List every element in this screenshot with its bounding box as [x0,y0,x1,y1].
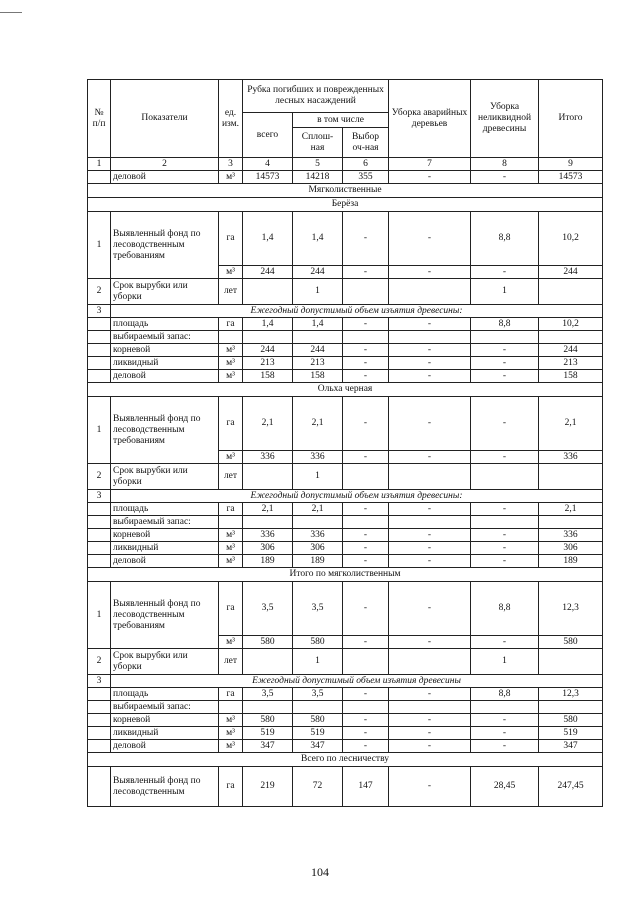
table-cell: Срок вырубки или уборки [111,464,219,490]
table-cell: 247,45 [539,767,603,807]
table-cell: 580 [539,636,603,649]
table-cell [219,331,243,344]
table-cell: 10,2 [539,212,603,266]
table-cell: 1 [88,582,111,649]
header-selective: Выбор оч-ная [343,128,389,158]
header-row [88,80,603,113]
table-cell: выбираемый запас: [111,331,219,344]
table-cell [471,701,539,714]
table-cell [471,331,539,344]
table-cell: 2,1 [293,503,343,516]
column-number: 4 [243,158,293,171]
table-row [88,555,603,568]
header-indicators: Показатели [111,80,219,158]
table-cell: - [471,344,539,357]
table-cell: деловой [111,555,219,568]
table-cell [539,649,603,675]
table-cell: 213 [293,357,343,370]
table-cell: 8,8 [471,318,539,331]
table-cell: 2,1 [293,397,343,451]
table-cell: 3 [88,490,111,503]
table-cell [389,279,471,305]
table-cell: 336 [539,451,603,464]
table-cell: 14218 [293,171,343,184]
species-row [88,198,603,212]
table-cell: - [389,266,471,279]
table-cell [343,649,389,675]
table-cell: 244 [243,344,293,357]
table-cell: 2,1 [243,397,293,451]
column-number: 2 [111,158,219,171]
table-cell: 244 [293,344,343,357]
table-cell: 336 [243,451,293,464]
table-cell [389,701,471,714]
table-cell: - [343,357,389,370]
column-number: 8 [471,158,539,171]
table-cell: 1,4 [243,212,293,266]
table-cell [389,516,471,529]
table-cell: 347 [243,740,293,753]
table-cell: Выявленный фонд по лесоводственным требованиям [111,212,219,279]
table-cell [88,171,111,184]
table-cell: 306 [243,542,293,555]
table-cell [88,688,111,701]
table-cell: лет [219,464,243,490]
table-cell: - [471,370,539,383]
table-row [88,767,603,807]
table-cell: - [471,555,539,568]
table-cell [88,318,111,331]
table-cell: - [343,266,389,279]
table-cell [88,344,111,357]
table-cell: га [219,767,243,807]
table-cell [88,529,111,542]
table-cell: - [389,212,471,266]
table-cell: Срок вырубки или уборки [111,279,219,305]
table-row [88,279,603,305]
table-cell: 519 [243,727,293,740]
table-cell [88,370,111,383]
table-cell: 1 [293,279,343,305]
table-cell: 2,1 [539,397,603,451]
table-cell: - [343,503,389,516]
table-cell: 12,3 [539,582,603,636]
table-cell: 1 [293,464,343,490]
table-cell: 2 [88,464,111,490]
table-cell [293,331,343,344]
table-cell: 28,45 [471,767,539,807]
table-cell: 3,5 [293,582,343,636]
header-num: № п/п [88,80,111,158]
table-cell: м³ [219,636,243,649]
header-illiquid: Уборка неликвидной древесины [471,80,539,158]
column-number: 3 [219,158,243,171]
table-cell: м³ [219,714,243,727]
table-cell: - [389,370,471,383]
table-cell: выбираемый запас: [111,701,219,714]
table-cell: 189 [539,555,603,568]
table-cell: м³ [219,344,243,357]
table-cell: м³ [219,555,243,568]
table-cell: 2,1 [243,503,293,516]
table-cell: 306 [539,542,603,555]
section-title: Мягколиственные [88,184,603,198]
table-cell: деловой [111,370,219,383]
table-row [88,649,603,675]
table-cell: 12,3 [539,688,603,701]
table-cell: - [389,318,471,331]
table-cell: 72 [293,767,343,807]
table-row [88,542,603,555]
table-cell [88,331,111,344]
species-row [88,383,603,397]
table-cell: - [471,727,539,740]
table-cell: га [219,688,243,701]
table-row [88,516,603,529]
table-cell: 158 [539,370,603,383]
species-row [88,568,603,582]
table-cell: - [343,636,389,649]
table-cell: - [389,727,471,740]
table-row [88,397,603,451]
table-row [88,675,603,688]
table-cell: ликвидный [111,357,219,370]
table-row [88,714,603,727]
table-cell: - [343,555,389,568]
table-cell: м³ [219,451,243,464]
table-row [88,171,603,184]
table-cell [389,464,471,490]
table-cell: Выявленный фонд по лесоводственным требованиям [111,397,219,464]
table-cell: 1 [88,397,111,464]
table-cell [343,464,389,490]
table-cell [293,516,343,529]
table-row [88,688,603,701]
table-cell: га [219,318,243,331]
table-cell: 336 [243,529,293,542]
table-cell: 306 [293,542,343,555]
table-cell [293,701,343,714]
table-cell [88,767,111,807]
table-cell: 580 [293,714,343,727]
table-cell: корневой [111,714,219,727]
table-cell: - [389,636,471,649]
table-cell: - [471,542,539,555]
table-cell [88,357,111,370]
header-felling: Рубка погибших и поврежденных лесных насаждений [243,80,389,113]
table-cell [88,542,111,555]
table-cell: 347 [293,740,343,753]
column-number: 6 [343,158,389,171]
species-title: Берёза [88,198,603,212]
table-cell: 347 [539,740,603,753]
table-cell [219,516,243,529]
table-cell: - [389,344,471,357]
table-cell: м³ [219,740,243,753]
table-cell: 1,4 [293,212,343,266]
table-cell: Выявленный фонд по лесоводственным требованиям [111,582,219,649]
header-clear: Сплош-ная [293,128,343,158]
column-number: 1 [88,158,111,171]
table-cell: 2 [88,279,111,305]
table-cell [88,555,111,568]
table-cell: 336 [539,529,603,542]
table-cell [389,649,471,675]
table-cell: м³ [219,357,243,370]
table-cell: - [389,740,471,753]
table-cell: корневой [111,529,219,542]
table-cell: 2 [88,649,111,675]
table-cell: - [343,714,389,727]
table-cell: - [343,397,389,451]
table-cell: га [219,582,243,636]
table-row [88,305,603,318]
table-cell: выбираемый запас: [111,516,219,529]
table-row [88,370,603,383]
table-row [88,582,603,636]
table-cell: - [471,529,539,542]
section-title-row [88,753,603,767]
table-cell: - [343,318,389,331]
table-cell: 244 [293,266,343,279]
table-cell: - [471,171,539,184]
table-row [88,529,603,542]
table-cell [88,740,111,753]
table-cell: - [343,727,389,740]
table-cell: 8,8 [471,688,539,701]
table-cell: - [471,451,539,464]
table-cell: 213 [539,357,603,370]
table-cell: - [343,688,389,701]
table-row [88,740,603,753]
table-cell: 1 [88,212,111,279]
table-cell: 1 [471,279,539,305]
table-cell [88,503,111,516]
table-cell: - [389,542,471,555]
table-cell: - [389,767,471,807]
table-cell: - [471,714,539,727]
table-cell: 189 [293,555,343,568]
table-cell: - [343,451,389,464]
table-row [88,701,603,714]
table-cell: - [343,529,389,542]
table-cell: - [389,582,471,636]
table-cell: площадь [111,503,219,516]
table-cell: - [471,503,539,516]
table-cell: 158 [293,370,343,383]
table-cell [243,701,293,714]
table-cell [88,727,111,740]
table-cell [219,701,243,714]
table-cell: Срок вырубки или уборки [111,649,219,675]
table-cell: - [389,555,471,568]
table-row [88,727,603,740]
table-cell: - [471,397,539,451]
table-cell: м³ [219,266,243,279]
table-cell: - [389,714,471,727]
table-cell: 3,5 [243,582,293,636]
table-cell: деловой [111,740,219,753]
table-cell: - [343,370,389,383]
table-cell: - [389,171,471,184]
table-cell: - [343,212,389,266]
annual-title: Ежегодный допустимый объем изъятия древесины: [111,490,603,503]
table-cell [243,649,293,675]
table-cell [243,516,293,529]
header-itogo: Итого [539,80,603,158]
table-cell: 1,4 [293,318,343,331]
table-cell: - [389,397,471,451]
table-row [88,490,603,503]
table-cell: 158 [243,370,293,383]
table-cell [88,714,111,727]
table-cell: площадь [111,688,219,701]
column-numbers-row [88,158,603,171]
section-title-row [88,184,603,198]
table-cell: площадь [111,318,219,331]
table-cell: 10,2 [539,318,603,331]
forest-felling-table [87,79,603,807]
table-cell [539,331,603,344]
table-cell [539,516,603,529]
table-cell: 519 [293,727,343,740]
table-cell: га [219,212,243,266]
table-cell: - [343,542,389,555]
table-cell: 189 [243,555,293,568]
column-number: 5 [293,158,343,171]
header-total: всего [243,113,293,158]
table-cell: м³ [219,370,243,383]
table-cell [343,331,389,344]
table-cell: 8,8 [471,582,539,636]
table-cell: 580 [243,636,293,649]
table-cell: ликвидный [111,542,219,555]
section-title: Всего по лесничеству [88,753,603,767]
table-cell: 1,4 [243,318,293,331]
table-cell [539,701,603,714]
table-cell: 3 [88,675,111,688]
table-cell: 3,5 [293,688,343,701]
page-number: 104 [311,865,329,879]
table-cell: м³ [219,542,243,555]
table-cell [243,279,293,305]
table-cell: - [471,740,539,753]
table-cell: га [219,503,243,516]
table-cell: 1 [293,649,343,675]
table-cell: 14573 [243,171,293,184]
table-cell: 336 [293,529,343,542]
header-unit: ед. изм. [219,80,243,158]
table-cell: 3,5 [243,688,293,701]
table-cell: лет [219,279,243,305]
table-cell: - [389,451,471,464]
table-cell: - [389,357,471,370]
table-row [88,503,603,516]
table-cell: м³ [219,171,243,184]
table-cell: лет [219,649,243,675]
table-cell: Выявленный фонд по лесоводственным [111,767,219,807]
table-cell: - [471,266,539,279]
table-cell [471,516,539,529]
table-cell [243,464,293,490]
table-cell [471,464,539,490]
table-cell: 8,8 [471,212,539,266]
corner-mark [0,12,22,13]
header-emergency: Уборка аварийных деревьев [389,80,471,158]
table-cell: 244 [539,344,603,357]
table-cell: - [389,688,471,701]
table-cell: - [389,529,471,542]
table-cell: 244 [243,266,293,279]
table-cell: м³ [219,727,243,740]
table-cell [88,516,111,529]
table-cell: 336 [293,451,343,464]
table-cell: - [389,503,471,516]
species-title: Итого по мягколиственным [88,568,603,582]
table-cell [88,701,111,714]
column-number: 7 [389,158,471,171]
annual-title: Ежегодный допустимый объем изъятия древесины [111,675,603,688]
table-cell: 147 [343,767,389,807]
table-cell: 14573 [539,171,603,184]
table-cell: га [219,397,243,451]
table-cell: 2,1 [539,503,603,516]
table-cell: м³ [219,529,243,542]
table-row [88,318,603,331]
table-cell: 580 [293,636,343,649]
annual-title: Ежегодный допустимый объем изъятия древесины: [111,305,603,318]
table-cell [389,331,471,344]
table-row [88,331,603,344]
table-cell: корневой [111,344,219,357]
table-cell: 219 [243,767,293,807]
column-number: 9 [539,158,603,171]
species-title: Ольха черная [88,383,603,397]
table-cell: 519 [539,727,603,740]
table-cell: - [471,357,539,370]
table-cell: 213 [243,357,293,370]
table-row [88,212,603,266]
table-cell [343,516,389,529]
table-cell: 580 [243,714,293,727]
table-cell: 3 [88,305,111,318]
header-in-that: в том числе [293,113,389,128]
table-row [88,344,603,357]
table-cell: деловой [111,171,219,184]
table-cell: - [343,344,389,357]
table-cell: 580 [539,714,603,727]
table-row [88,464,603,490]
table-cell: - [343,582,389,636]
table-cell [243,331,293,344]
table-cell: - [343,740,389,753]
table-cell: 1 [471,649,539,675]
table-cell [539,464,603,490]
table-cell [343,279,389,305]
table-cell: 244 [539,266,603,279]
table-cell [539,279,603,305]
table-cell: 355 [343,171,389,184]
table-row [88,357,603,370]
table-cell: ликвидный [111,727,219,740]
table-cell: - [471,636,539,649]
table-cell [343,701,389,714]
